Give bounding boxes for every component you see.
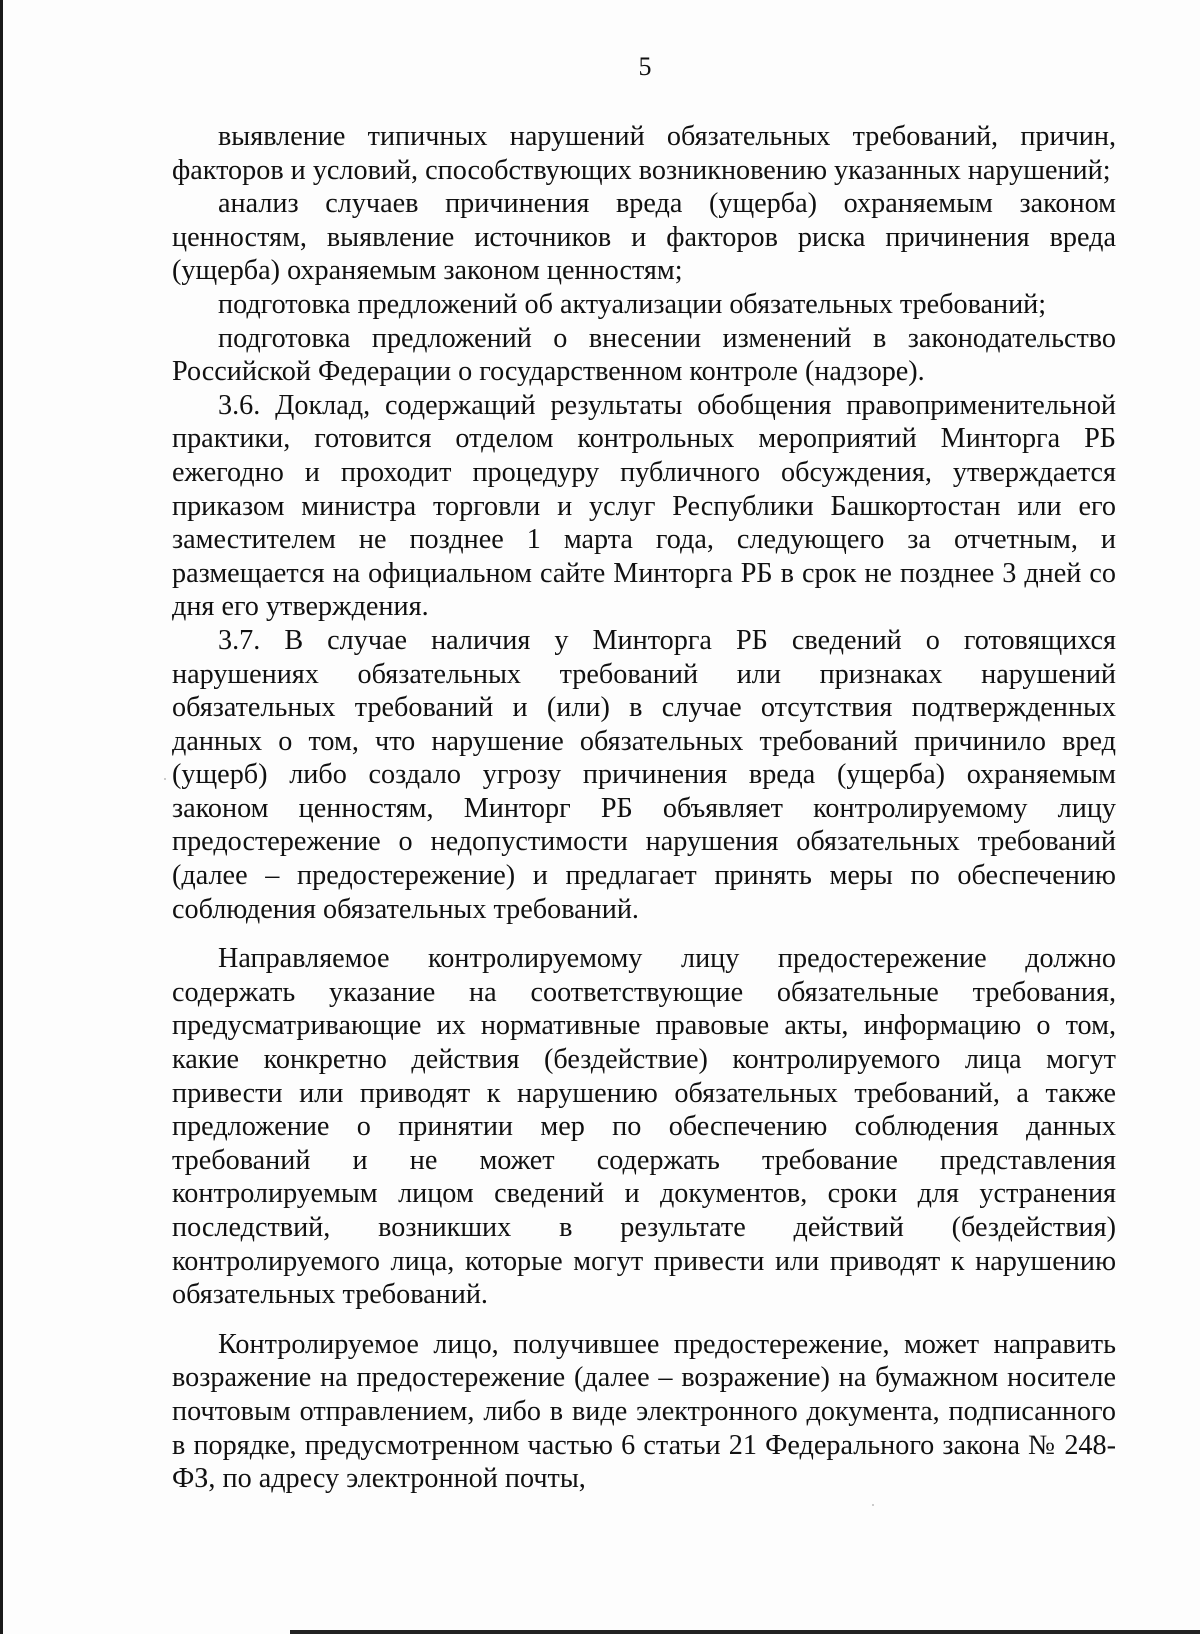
scan-speck	[164, 778, 166, 780]
scan-speck	[872, 1504, 874, 1506]
paragraph-objection: Контролируемое лицо, получившее предостережение, может направить возражение на предостережение (далее – возражение) на бумажном носителе почтовым отправлением, либо в виде электронного документа, подписанного в порядке, предусмотренном частью 6 статьи 21 Федерального закона № 248-ФЗ, по адресу электронной почты,	[172, 1328, 1116, 1495]
scan-edge-bottom	[290, 1630, 1200, 1634]
paragraph-harm-analysis: анализ случаев причинения вреда (ущерба) охраняемым законом ценностям, выявление источников и факторов риска причинения вреда (ущерба) охраняемым законом ценностям;	[172, 188, 1116, 287]
paragraph-section-3-7: 3.7. В случае наличия у Минторга РБ сведений о готовящихся нарушениях обязательных требований или признаках нарушений обязательных требований и (или) в случае отсутствия подтвержденных данных о том, что нарушение обязательных требований причинило вред (ущерб) либо создало угрозу причинения вреда (ущерба) охраняемым законом ценностям, Минторг РБ объявляет контролируемому лицу предостережение о недопустимости нарушения обязательных требований (далее – предостережение) и предлагает принять меры по обеспечению соблюдения обязательных требований.	[172, 624, 1116, 925]
page-number: 5	[638, 52, 652, 81]
paragraph-warning-content: Направляемое контролируемому лицу предостережение должно содержать указание на соответствующие обязательные требования, предусматривающие их нормативные правовые акты, информацию о том, какие конкретно действия (бездействие) контролируемого лица могут привести или приводят к нарушению обязательных требований, а также предложение о принятии мер по обеспечению соблюдения данных требований и не может содержать требование представления контролируемым лицом сведений и документов, сроки для устранения последствий, возникших в результате действий (бездействия) контролируемого лица, которые могут привести или приводят к нарушению обязательных требований.	[172, 943, 1116, 1311]
paragraph-legislation-changes: подготовка предложений о внесении изменений в законодательство Российской Федерации о государственном контроле (надзоре).	[172, 322, 1116, 388]
paragraph-typical-violations: выявление типичных нарушений обязательных требований, причин, факторов и условий, способствующих возникновению указанных нарушений;	[172, 121, 1116, 186]
document-body	[172, 120, 1116, 1496]
paragraph-requirements-update: подготовка предложений об актуализации обязательных требований;	[218, 288, 1047, 320]
scan-edge-left	[0, 0, 3, 1634]
paragraph-section-3-6: 3.6. Доклад, содержащий результаты обобщения правоприменительной практики, готовится отделом контрольных мероприятий Минторга РБ ежегодно и проходит процедуру публичного обсуждения, утверждается приказом министра торговли и услуг Республики Башкортостан или его заместителем не позднее 1 марта года, следующего за отчетным, и размещается на официальном сайте Минторга РБ в срок не позднее 3 дней со дня его утверждения.	[172, 389, 1116, 623]
